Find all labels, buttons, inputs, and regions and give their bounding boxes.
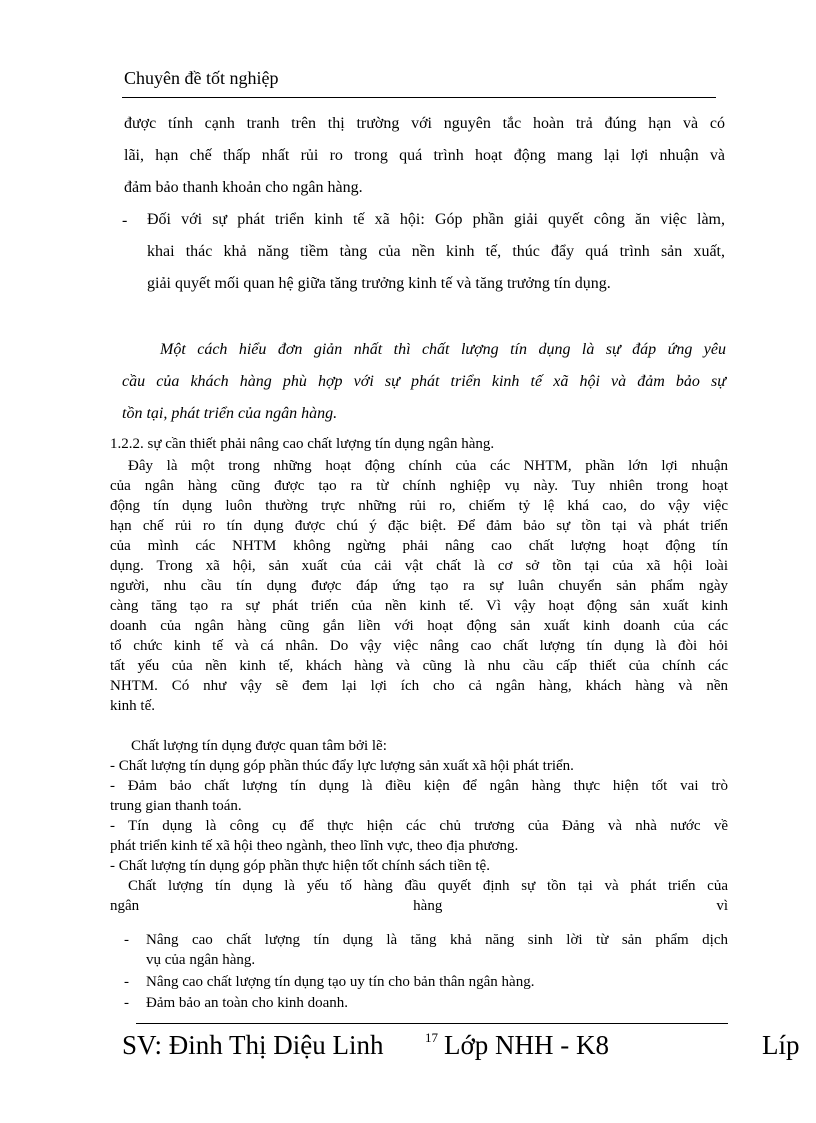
text-line: NHTM. Có như vậy sẽ đem lại lợi ích cho cả ngân hàng, khách hàng và nền: [110, 678, 728, 694]
text-line: đảm bảo thanh khoản cho ngân hàng.: [124, 179, 363, 196]
text-line: hạn chế rủi ro tín dụng được chú ý đặc biệt. Để đảm bảo sự tồn tại và phát triển: [110, 518, 728, 534]
bullet-social-development: [147, 204, 725, 300]
bullet-marker: -: [124, 932, 129, 948]
header-title: Chuyên đề tốt nghiệp: [124, 68, 279, 88]
reasons-list: [110, 736, 728, 876]
page-number: 17: [425, 1030, 438, 1045]
bullet-marker: -: [124, 995, 129, 1011]
text-line: [110, 896, 728, 916]
reason-item-cont: trung gian thanh toán.: [110, 798, 242, 814]
text-line: được tính cạnh tranh trên thị trường với nguyên tắc hoàn trả đúng hạn và có: [124, 115, 725, 132]
bullet-marker: -: [124, 974, 129, 990]
bullet-profitability: [146, 930, 728, 970]
text-line: vụ của ngân hàng.: [146, 952, 256, 968]
word: ngân: [110, 898, 140, 914]
word: hàng: [413, 898, 443, 914]
header-rule: [122, 97, 716, 98]
paragraph-intro: [124, 108, 725, 204]
text-line: dụng. Trong xã hội, sản xuất của cải vật chất là cơ sở tồn tại của xã hội loài: [110, 558, 728, 574]
text-line: của ngân hàng cũng được tạo ra từ chính nghiệp vụ này. Tuy nhiên trong hoạt: [110, 478, 728, 494]
definition-paragraph: [122, 334, 726, 430]
word: vì: [716, 898, 728, 914]
footer-student-name: SV: Đinh Thị Diệu Linh: [122, 1030, 384, 1060]
text-line: Chất lượng tín dụng là yếu tố hàng đầu quyết định sự tồn tại và phát triển của: [128, 878, 728, 894]
reason-item: - Tín dụng là công cụ để thực hiện các chủ trương của Đảng và nhà nước về: [110, 818, 728, 834]
text-line: của mình các NHTM không ngừng phải nâng cao chất lượng hoạt động tín: [110, 538, 728, 554]
text-line: cầu của khách hàng phù hợp với sự phát triển kinh tế xã hội và đảm bảo sự: [122, 373, 726, 390]
reasons-intro: Chất lượng tín dụng được quan tâm bởi lẽ:: [131, 738, 387, 754]
decisive-paragraph: [110, 876, 728, 916]
footer-class: Lớp NHH - K8: [444, 1030, 610, 1060]
necessity-paragraph: [110, 456, 728, 716]
text-line: doanh của ngân hàng cũng gắn liền với hoạt động sản xuất kinh doanh của các: [110, 618, 728, 634]
text-line: động tín dụng luôn thường trực những rủi ro, chiếm tỷ lệ khá cao, do vậy việc: [110, 498, 728, 514]
text-line: Đây là một trong những hoạt động chính của các NHTM, phần lớn lợi nhuận: [128, 458, 728, 474]
text-line: lãi, hạn chế thấp nhất rủi ro trong quá trình hoạt động mang lại lợi nhuận và: [124, 147, 725, 164]
text-line: giải quyết mối quan hệ giữa tăng trưởng kinh tế và tăng trưởng tín dụng.: [147, 275, 611, 292]
section-heading: 1.2.2. sự cần thiết phải nâng cao chất lượng tín dụng ngân hàng.: [110, 436, 495, 452]
text-line: Một cách hiểu đơn giản nhất thì chất lượng tín dụng là sự đáp ứng yêu: [160, 341, 726, 358]
text-line: khai thác khả năng tiềm tàng của nền kinh tế, thúc đẩy quá trình sản xuất,: [147, 243, 725, 260]
reason-item: - Chất lượng tín dụng góp phần thúc đẩy lực lượng sản xuất xã hội phát triển.: [110, 758, 574, 774]
footer-rule: [136, 1023, 728, 1024]
reason-item: - Chất lượng tín dụng góp phần thực hiện tốt chính sách tiền tệ.: [110, 858, 490, 874]
bullet-marker: -: [122, 212, 128, 229]
reason-item-cont: phát triển kinh tế xã hội theo ngành, theo lĩnh vực, theo địa phương.: [110, 838, 519, 854]
text-line: Đối với sự phát triển kinh tế xã hội: Góp phần giải quyết công ăn việc làm,: [147, 211, 725, 228]
text-line: tổ chức kinh tế và cá nhân. Do vậy việc nâng cao chất lượng tín dụng là đòi hỏi: [110, 638, 728, 654]
text-line: tồn tại, phát triển của ngân hàng.: [122, 405, 338, 422]
reason-item: - Đảm bảo chất lượng tín dụng là điều kiện để ngân hàng thực hiện tốt vai trò: [110, 778, 728, 794]
bullet-safety: Đảm bảo an toàn cho kinh doanh.: [146, 995, 349, 1011]
text-line: càng tăng tạo ra sự phát triển của nền kinh tế. Vì vậy hoạt động sản xuất kinh: [110, 598, 728, 614]
text-line: người, nhu cầu tín dụng được đáp ứng tạo ra sự luân chuyển sản phẩm ngày: [110, 578, 728, 594]
text-line: kinh tế.: [110, 698, 155, 714]
bullet-reputation: Nâng cao chất lượng tín dụng tạo uy tín cho bản thân ngân hàng.: [146, 974, 535, 990]
text-line: Nâng cao chất lượng tín dụng là tăng khả năng sinh lời từ sản phẩm dịch: [146, 932, 728, 948]
footer-overflow-text: Líp: [762, 1030, 800, 1060]
text-line: tất yếu của nền kinh tế, khách hàng và cũng là nhu cầu cấp thiết của chính các: [110, 658, 728, 674]
